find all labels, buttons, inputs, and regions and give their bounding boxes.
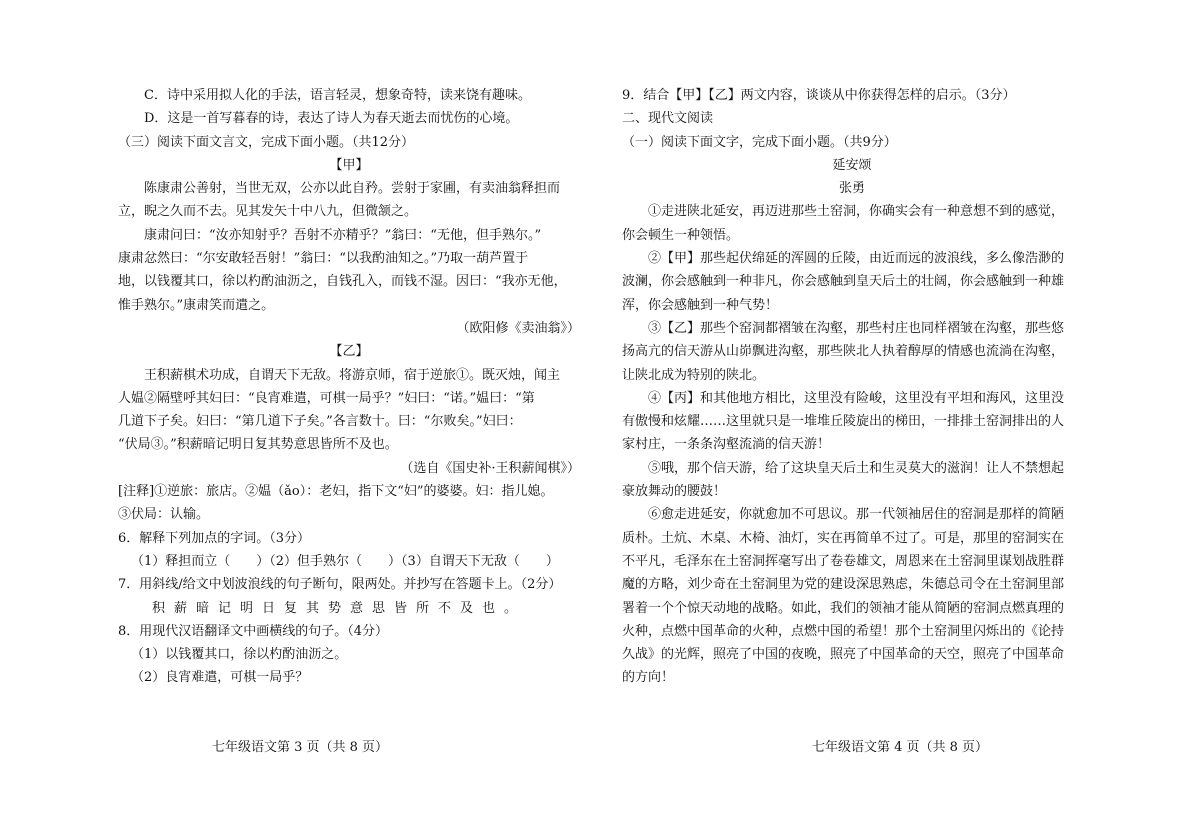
annotation-line: [注释]①逆旅：旅店。②媪（ǎo）：老妇，指下文“妇”的婆婆。妇：指儿媳。 [118,484,554,500]
left-column [118,84,580,690]
passage-line: 惟手熟尔。”康肃笑而遣之。 [118,297,275,313]
article-line: 署着一个个惊天动地的战略。如此，我们的领袖才能从简陋的窑洞点燃真理的 [622,600,1065,616]
section-heading: （三）阅读下面文言文，完成下面小题。（共12分） [118,134,415,150]
passage-line: 几道下子矣。妇曰：“第几道下子矣。”各言数十。曰：“尔败矣。”妇曰： [118,414,522,430]
passage-yi-label: 【乙】 [329,344,369,360]
article-line: ⑤哦，那个信天游，给了这块皇天后土和生灵莫大的滋润！让人不禁想起 [648,460,1065,476]
passage-line: 康肃忿然曰：“尔安敢轻吾射！”翁曰：“以我酌油知之。”乃取一葫芦置于 [118,251,529,267]
article-line: 你会顿生一种领悟。 [622,227,740,243]
question-8: 8．用现代汉语翻译文中画横线的句子。（4分） [118,623,389,639]
right-column [622,84,1082,690]
article-line: 的方向！ [622,670,675,686]
article-line: 久战》的光辉，照亮了中国的夜晚，照亮了中国革命的天空，照亮了中国革命 [622,647,1065,663]
option-d: D．这是一首写暮春的诗，表达了诗人为春天逝去而忧伤的心境。 [144,111,519,127]
article-line: ②【甲】那些起伏绵延的浑圆的丘陵，由近而远的波浪线，多么像浩渺的 [648,251,1065,267]
passage-line: 地，以钱覆其口，徐以杓酌油沥之，自钱孔入，而钱不湿。因曰：“我亦无他， [118,274,567,290]
passage-jia-label: 【甲】 [329,157,369,173]
passage-line: 王积薪棋术功成，自谓天下无敌。将游京师，宿于逆旅①。既灭烛，闻主 [144,367,561,383]
right-page [600,0,1200,820]
question-6-items: （1）释担而立（ ）（2）但手熟尔（ ）（3）自谓天下无敌（ ） [131,553,559,569]
article-line: ①走进陕北延安，再迈进那些土窑洞，你确实会有一种意想不到的感觉， [648,204,1065,220]
article-title: 延安颂 [832,157,872,173]
passage-line: 陈康肃公善射，当世无双，公亦以此自矜。尝射于家圃，有卖油翁释担而 [144,181,561,197]
subsection-heading: （一）阅读下面文字，完成下面小题。（共9分） [622,134,897,150]
article-line: 让陕北成为特别的陕北。 [622,367,766,383]
question-8-item-1: （1）以钱覆其口，徐以杓酌油沥之。 [131,647,348,663]
page-footer: 七年级语文第 3 页（共 8 页） [211,740,389,755]
article-line: 质朴。土炕、木桌、木椅、油灯，实在再简单不过了。可是，那里的窑洞实在 [622,530,1065,546]
article-line: 不平凡，毛泽东在土窑洞挥毫写出了卷卷雄文，周恩来在土窑洞里谋划战胜群 [622,553,1065,569]
article-line: 魔的方略，刘少奇在土窑洞里为党的建设深思熟虑，朱德总司令在土窑洞里部 [622,577,1065,593]
article-line: 豪放舞动的腰鼓！ [622,484,727,500]
passage-line: 康肃问曰：“汝亦知射乎？吾射不亦精乎？”翁曰：“无他，但手熟尔。” [144,227,542,243]
article-line: ③【乙】那些个窑洞都褶皱在沟壑，那些村庄也同样褶皱在沟壑，那些悠 [648,320,1065,336]
article-line: 浑，你会感触到一种气势！ [622,297,779,313]
option-c: C．诗中采用拟人化的手法，语言轻灵，想象奇特，读来饶有趣味。 [144,88,531,103]
passage-line: 立，睨之久而不去。见其发矢十中八九，但微颔之。 [118,204,418,220]
article-line: 火种，点燃中国革命的火种，点燃中国的希望！那个土窑洞里闪烁出的《论持 [622,623,1065,639]
annotation-line: ③伏局：认输。 [118,507,210,523]
passage-line: “伏局③。”积薪暗记明日复其势意思皆所不及也。 [118,437,398,453]
article-line: ⑥愈走进延安，你就愈加不可思议。那一代领袖居住的窑洞是那样的简陋 [648,507,1065,523]
article-line: ④【丙】和其他地方相比，这里没有险峻，这里没有平坦和海风，这里没 [648,390,1065,406]
article-line: 有傲慢和炫耀……这里就只是一堆堆丘陵旋出的梯田，一排排土窑洞排出的人 [622,414,1065,430]
article-line: 波澜，你会感触到一种非凡，你会感触到皇天后土的壮阔，你会感触到一种雄 [622,274,1065,290]
question-8-item-2: （2）良宵难遣，可棋一局乎？ [131,670,309,686]
source-citation: （选自《国史补·王积薪闻棋》） [400,460,580,476]
section-heading: 二、现代文阅读 [622,111,714,127]
question-7-sentence: 积薪暗记明日复其势意思皆所不及也。 [152,600,527,616]
passage-line: 人媪②隔壁呼其妇曰：“良宵难遣，可棋一局乎？”妇曰：“诺。”媪曰：“第 [118,390,535,406]
source-citation: （欧阳修《卖油翁》） [456,320,580,336]
question-7: 7．用斜线/给文中划波浪线的句子断句，限两处。并抄写在答题卡上。（2分） [118,577,562,593]
question-9: 9．结合【甲】【乙】两文内容，谈谈从中你获得怎样的启示。（3分） [622,88,1016,103]
page-footer: 七年级语文第 4 页（共 8 页） [811,740,989,755]
article-line: 扬高亢的信天游从山峁飘进沟壑，那些陕北人执着醇厚的情感也流淌在沟壑， [622,344,1065,360]
question-6: 6．解释下列加点的字词。（3分） [118,530,311,546]
article-author: 张勇 [838,181,865,197]
article-line: 家村庄，一条条沟壑流淌的信天游！ [622,437,831,453]
